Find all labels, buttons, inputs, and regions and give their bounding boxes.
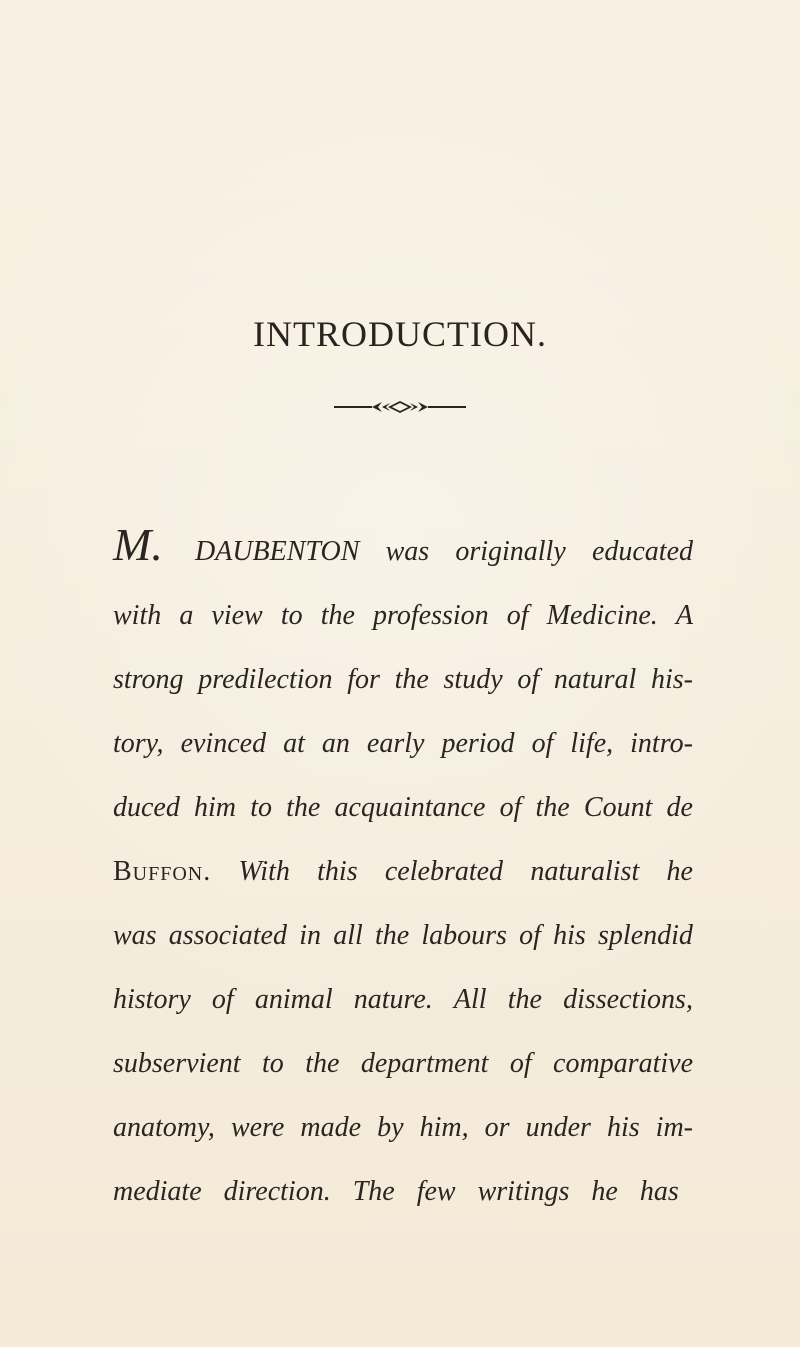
text-word: direction. — [223, 1176, 331, 1207]
text-word: animal — [254, 984, 333, 1015]
text-word: celebrated — [384, 856, 504, 887]
text-word: with — [113, 600, 162, 631]
text-word: intro- — [630, 728, 693, 759]
text-word: With — [238, 856, 290, 887]
text-word: his — [606, 1112, 640, 1143]
text-word: All — [453, 984, 487, 1015]
text-word: Medicine. — [546, 600, 658, 631]
text-line-4 — [113, 712, 693, 776]
text-word: A — [675, 600, 693, 631]
text-word: were — [230, 1112, 285, 1143]
text-word: under — [525, 1112, 591, 1143]
text-line-5 — [113, 776, 693, 840]
ornament-divider — [330, 399, 470, 415]
text-word: or — [484, 1112, 510, 1143]
text-line-3 — [113, 648, 693, 712]
text-word: labours — [421, 920, 507, 951]
text-word: originally — [455, 536, 566, 567]
text-word: the — [507, 984, 542, 1015]
text-word: M. — [113, 519, 163, 570]
text-word: department — [360, 1048, 489, 1079]
text-word: educated — [591, 536, 693, 567]
text-word: de — [666, 792, 693, 823]
text-word: associated — [168, 920, 287, 951]
text-word: life, — [570, 728, 614, 759]
text-word: few — [416, 1176, 456, 1207]
text-word: mediate — [113, 1176, 202, 1207]
text-word: acquaintance — [334, 792, 486, 823]
text-word: study — [443, 664, 503, 695]
text-word: of — [506, 600, 529, 631]
text-line-9 — [113, 1032, 693, 1096]
intro-paragraph — [113, 520, 693, 1224]
text-word: of — [509, 1048, 532, 1079]
text-word: nature. — [353, 984, 433, 1015]
text-word: The — [352, 1176, 395, 1207]
text-word: the — [374, 920, 410, 951]
text-word: anatomy, — [113, 1112, 215, 1143]
text-word: an — [321, 728, 350, 759]
text-word: the — [286, 792, 321, 823]
text-word: im- — [655, 1112, 693, 1143]
text-word: he — [666, 856, 693, 887]
text-word: tory, — [113, 728, 164, 759]
text-word: the — [320, 600, 355, 631]
text-word: made — [300, 1112, 362, 1143]
text-word: in — [299, 920, 321, 951]
text-word: at — [283, 728, 305, 759]
text-word: by — [377, 1112, 404, 1143]
text-word: splendid — [598, 920, 693, 951]
text-word: of — [517, 664, 540, 695]
text-word: to — [261, 1048, 284, 1079]
text-word: comparative — [553, 1048, 693, 1079]
text-word: was — [113, 920, 157, 951]
text-word: natural — [553, 664, 637, 695]
text-word: to — [280, 600, 303, 631]
text-word: strong — [113, 664, 184, 695]
text-word: a — [179, 600, 194, 631]
text-word: DAUBENTON — [195, 536, 360, 567]
text-word: of — [211, 984, 234, 1015]
text-word: of — [519, 920, 541, 951]
text-word: this — [317, 856, 358, 887]
text-word: for — [347, 664, 380, 695]
text-word: evinced — [180, 728, 267, 759]
text-word: dissections, — [563, 984, 693, 1015]
text-word: the — [535, 792, 570, 823]
text-word: his- — [651, 664, 693, 695]
text-line-8 — [113, 968, 693, 1032]
text-word: his — [553, 920, 586, 951]
text-word: Buffon. — [113, 856, 212, 887]
text-line-11 — [113, 1160, 693, 1224]
text-line-2 — [113, 584, 693, 648]
text-word: has — [639, 1176, 679, 1207]
text-word: view — [211, 600, 263, 631]
text-word: all — [333, 920, 363, 951]
text-word: Count — [583, 792, 653, 823]
text-word: subservient — [113, 1048, 241, 1079]
text-line-6 — [113, 840, 693, 904]
text-line-7 — [113, 904, 693, 968]
text-word: of — [531, 728, 554, 759]
text-line-10 — [113, 1096, 693, 1160]
text-word: him, — [419, 1112, 469, 1143]
text-word: predilection — [198, 664, 333, 695]
text-word: was — [385, 536, 430, 567]
text-word: writings — [477, 1176, 570, 1207]
text-word: he — [591, 1176, 618, 1207]
text-word: early — [366, 728, 425, 759]
text-word: of — [499, 792, 522, 823]
text-word: him — [194, 792, 237, 823]
text-word: history — [113, 984, 191, 1015]
text-word: to — [250, 792, 272, 823]
text-word: the — [394, 664, 429, 695]
text-word: profession — [373, 600, 489, 631]
page-title: INTRODUCTION. — [253, 314, 547, 354]
text-word: duced — [113, 792, 180, 823]
text-word: the — [305, 1048, 340, 1079]
text-word: period — [441, 728, 515, 759]
text-word: naturalist — [530, 856, 640, 887]
text-line-1 — [113, 520, 693, 584]
